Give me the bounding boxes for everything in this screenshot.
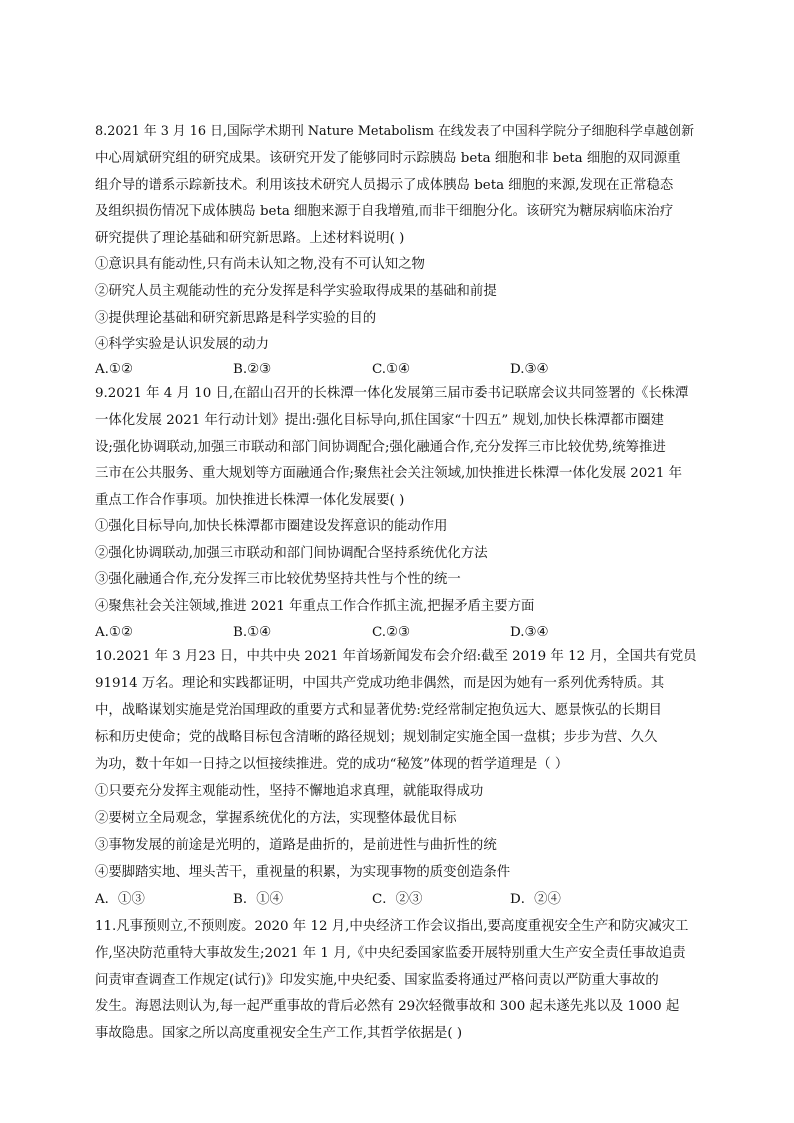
statement-item: ④聚焦社会关注领域,推进 2021 年重点工作合作抓主流,把握矛盾主要方面 [95, 599, 535, 614]
option-d: D.③④ [510, 625, 549, 640]
question-stem-line: 91914 万名。理论和实践都证明，中国共产党成功绝非偶然，而是因为她有一系列优秀特质。其 [95, 676, 665, 691]
question-stem-line: 研究提供了理论基础和研究新思路。上述材料说明( ) [95, 231, 405, 246]
statement-item: ②研究人员主观能动性的充分发挥是科学实验取得成果的基础和前提 [95, 284, 497, 299]
statement-item: ②强化协调联动,加强三市联动和部门间协调配合坚持系统优化方法 [95, 546, 488, 561]
option-a: A.①② [95, 625, 133, 640]
question-stem-line: 重点工作合作事项。加快推进长株潭一体化发展要( ) [95, 493, 405, 508]
option-c: C.②③ [372, 625, 411, 640]
statement-item: ①意识具有能动性,只有尚未认知之物,没有不可认知之物 [95, 257, 425, 272]
question-stem-line: 设;强化协调联动,加强三市联动和部门间协调配合;强化融通合作,充分发挥三市比较优势,统筹推进 [95, 440, 666, 455]
question-stem-line: 及组织损伤情况下成体胰岛 beta 细胞来源于自我增殖,而非干细胞分化。该研究为糖尿病临床治疗 [95, 204, 674, 219]
question-stem-line: 中心周斌研究组的研究成果。该研究开发了能够同时示踪胰岛 beta 细胞和非 beta 细胞的双同源重 [95, 151, 681, 166]
option-a: A．①③ [95, 892, 145, 907]
statement-item: ④科学实验是认识发展的动力 [95, 337, 270, 352]
answer-options [95, 361, 699, 378]
statement-item: ③事物发展的前途是光明的，道路是曲折的，是前进性与曲折性的统 [95, 838, 497, 853]
statement-item: ③提供理论基础和研究新思路是科学实验的目的 [95, 311, 377, 326]
question-stem-line: 三市在公共服务、重大规划等方面融通合作;聚焦社会关注领域,加快推进长株潭一体化发展 2021 年 [95, 466, 682, 481]
option-b: B．①④ [233, 892, 284, 907]
question-stem-line: 为功，数十年如一日持之以恒接续推进。党的成功“秘笈”体现的哲学道理是（ ） [95, 757, 569, 772]
question-stem-line: 10.2021 年 3 月23 日，中共中央 2021 年首场新闻发布会介绍:截至 2019 年 12 月，全国共有党员 [95, 649, 697, 664]
question-stem-line: 标和历史使命；党的战略目标包含清晰的路径规划；规划制定实施全国一盘棋；步步为营、久久 [95, 730, 658, 745]
question-stem-line: 中，战略谋划实施是党治国理政的重要方式和显著优势:党经常制定抱负远大、愿景恢弘的长期目 [95, 703, 662, 718]
statement-item: ②要树立全局观念，掌握系统优化的方法，实现整体最优目标 [95, 811, 457, 826]
question-stem-line: 组介导的谱系示踪新技术。利用该技术研究人员揭示了成体胰岛 beta 细胞的来源,发现在正常稳态 [95, 178, 674, 193]
question-stem-line: 11.凡事预则立,不预则废。2020 年 12 月,中央经济工作会议指出,要高度重视安全生产和防灾减灾工 [95, 919, 689, 934]
statement-item: ④要脚踏实地、埋头苦干，重视量的积累，为实现事物的质变创造条件 [95, 865, 511, 880]
question-stem-line: 8.2021 年 3 月 16 日,国际学术期刊 Nature Metabolism 在线发表了中国科学院分子细胞科学卓越创新 [95, 124, 695, 139]
statement-item: ①强化目标导向,加快长株潭都市圈建设发挥意识的能动作用 [95, 519, 448, 534]
question-stem-line: 发生。海恩法则认为,每一起严重事故的背后必然有 29次轻微事故和 300 起未遂先兆以及 1000 起 [95, 999, 680, 1014]
option-c: C．②③ [372, 892, 423, 907]
statement-item: ③强化融通合作,充分发挥三市比较优势坚持共性与个性的统一 [95, 572, 461, 587]
question-stem-line: 事故隐患。国家之所以高度重视安全生产工作,其哲学依据是( ) [95, 1026, 463, 1041]
option-b: B.①④ [233, 625, 272, 640]
question-stem-line: 作,坚决防范重特大事故发生;2021 年 1 月,《中央纪委国家监委开展特别重大生产安全责任事故追责 [95, 946, 686, 961]
statement-item: ①只要充分发挥主观能动性，坚持不懈地追求真理，就能取得成功 [95, 784, 484, 799]
option-d: D.③④ [510, 362, 549, 377]
question-stem-line: 9.2021 年 4 月 10 日,在韶山召开的长株潭一体化发展第三届市委书记联席会议共同签署的《长株潭 [95, 386, 689, 401]
question-stem-line: 问责审查调查工作规定(试行)》印发实施,中央纪委、国家监委将通过严格问责以严防重大事故的 [95, 973, 659, 988]
option-c: C.①④ [372, 362, 411, 377]
option-b: B.②③ [233, 362, 272, 377]
option-d: D．②④ [510, 892, 561, 907]
answer-options [95, 624, 699, 641]
answer-options [95, 891, 699, 908]
option-a: A.①② [95, 362, 133, 377]
question-stem-line: 一体化发展 2021 年行动计划》提出:强化目标导向,抓住国家“十四五” 规划,加快长株潭都市圈建 [95, 413, 665, 428]
